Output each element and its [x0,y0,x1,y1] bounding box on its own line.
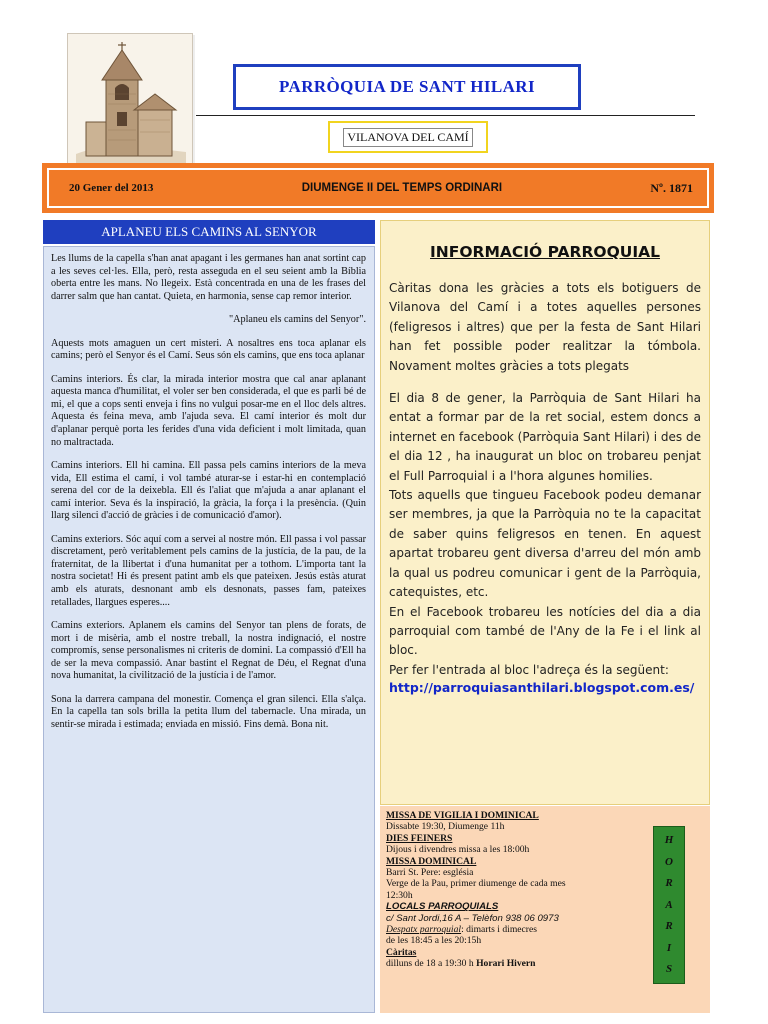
parish-info-title: INFORMACIÓ PARROQUIAL [430,243,660,261]
parish-locals-heading: LOCALS PARROQUIALS [386,901,499,913]
parish-address: c/ Sant Jordi,16 A – Telèfon 938 06 0973 [386,912,559,924]
church-tower-icon [68,34,192,166]
parish-info-column [380,220,710,805]
town-name: VILANOVA DEL CAMÍ [343,128,472,147]
issue-number: Nº. 1871 [650,180,693,195]
info-paragraph: Per fer l'entrada al bloc l'adreça és la següent: [389,662,669,677]
caritas-hours: dilluns de 18 a 19:30 h [386,958,477,970]
parish-title-box [233,64,581,110]
horaris-letter: H [664,834,674,846]
reflection-paragraph: Camins interiors. És clar, la mirada interior mostra que cal anar aplanant aquesta manca d'humilitat, el voler ser ben considerada, el que es parli bé de mi, el que a cops senti enveja i fins no vulgui posar-me en el lloc dels altres. Aquesta és feina meva, amb l'ajuda seva. El camí interior és molt dur d'aplanar perquè porta les ferides d'una vida deficient i molt limitada, quan no maltractada. [51,373,366,448]
parish-title: PARRÒQUIA DE SANT HILARI [279,77,535,96]
sunday-mass-place: Barri St. Pere: església [386,867,474,879]
horaris-vertical-label [653,826,685,984]
reflection-heading: APLANEU ELS CAMINS AL SENYOR [43,220,375,244]
caritas-label: Càritas [386,946,417,958]
office-label: Despatx parroquial [386,924,462,936]
date-bar [42,163,714,213]
reflection-paragraph: Camins exteriors. Aplanem els camins del Senyor tan plens de forats, de mort i de misèria, amb el nostre treball, la nostra indignació, el nostre compromís, sense personalismes ni criteris de domini. La compassió d'Ell ha de ser la meva compassió. Anar bastint el Regnat de Déu, el Regnat d'una nova humanitat, la civilització de la justícia i de l'amor. [51,620,366,682]
info-paragraph: Tots aquells que tingueu Facebook podeu demanar ser membres, ja que la Parròquia no te la capacitat de saber quins feligresos en tenen. En aquest apartat trobareu gent diversa d'arreu del món amb la qual us podreu comunicar i gent de la Parròquia, catequistes, etc. [389,488,701,600]
reflection-paragraph: Aquests mots amaguen un cert misteri. A nosaltres ens toca aplanar els camins; però el Senyor és el Camí. Seus són els camins, que ens toca aplanar [51,337,366,362]
weekday-times: Dijous i divendres missa a les 18:00h [386,844,530,856]
reflection-column [43,246,375,1013]
office-days: : dimarts i dimecres [461,924,537,936]
town-box [328,121,488,153]
blog-link[interactable]: http://parroquiasanthilari.blogspot.com.es/ [389,680,695,696]
info-paragraph: Càritas dona les gràcies a tots els botiguers de Vilanova del Camí i a totes aquelles persones (feligresos i altres) que per la festa de Sant Hilari han fet possible poder realitzar la tómbola. Novament moltes gràcies a tots plegats [389,281,701,373]
horaris-letter: R [665,877,673,889]
horaris-letter: I [666,941,672,954]
reflection-paragraph: Camins interiors. Ell hi camina. Ell passa pels camins interiors de la meva vida, Ell estima el camí, i vol també aturar-se i estar-hi en contemplació serena del cor de la deixebla. Ell és l'aliat que m'ajuda a anar aplanant el camí interior. Seva és la inspiració, la gràcia, la força i la presència. (Quin llarg silenci d'acció de gràcies i de comunicació d'amor). [51,460,366,522]
vigil-mass-times: Dissabte 19:30, Diumenge 11h [386,821,505,833]
church-tower-logo [67,33,193,167]
sunday-mass-time: 12:30h [386,889,413,901]
office-hours: de les 18:45 a les 20:15h [386,935,482,947]
caritas-season: Horari Hivern [476,958,536,970]
horaris-letter: A [665,898,673,911]
reflection-paragraph: Les llums de la capella s'han anat apagant i les germanes han anat sortint cap a les seves cel·les. Ella, però, resta asseguda en el seu seient amb la Bíblia oberta entre les mans. No llegeix. Està concentrada en una de les frases del darrer salm que han cantat. Quieta, en harmonia, sense cap remor interior. [51,253,366,302]
date-bar-inner [47,168,709,208]
vigil-mass-heading: MISSA DE VIGILIA I DOMINICAL [386,810,539,821]
info-paragraph: En el Facebook trobareu les notícies del dia a dia parroquial com també de l'Any de la Fe i el link al bloc. [389,604,701,658]
issue-date: 20 Gener del 2013 [69,182,154,194]
reflection-paragraph: Sona la darrera campana del monestir. Comença el gran silenci. Ella s'alça. En la capella tan sols brilla la petita llum del tabernacle. Una mirada, un sentir-se mirada i estimada; enviada en missió. Fins demà. Bona nit. [51,693,366,730]
sunday-mass-note: Verge de la Pau, primer diumenge de cada mes [386,878,566,890]
horaris-letter: S [665,963,673,975]
horaris-letter: O [665,855,673,868]
reflection-quote: "Aplaneu els camins del Senyor". [228,314,366,326]
header-divider [196,115,695,116]
horaris-letter: R [665,920,673,932]
reflection-paragraph: Camins exteriors. Sóc aquí com a servei al nostre món. Ell passa i vol passar discretament, però veritablement pels camins de la justícia, de la pau, de la fraternitat, de la llibertat i d'una humanitat per a tothom. L'importa tant la nostra societat! Hi és present patint amb els que pateixen. Jesús estàs aturat amb els aturats, desnonant amb els desnonats, passes fam, pateixes retallades, llargues esperes.... [51,533,366,608]
weekday-heading: DIES FEINERS [386,832,453,844]
liturgical-sunday: DIUMENGE II DEL TEMPS ORDINARI [301,182,503,194]
sunday-mass-heading: MISSA DOMINICAL [386,855,477,867]
info-paragraph: El dia 8 de gener, la Parròquia de Sant Hilari ha entat a formar par de la ret social, estem doncs a internet en facebook (Parròquia Sant Hilari) i des de el dia 12 , ha inaugurat un bloc on trobareu penjat el Full Parroquial i a l'hora algunes homilies. [389,391,701,483]
